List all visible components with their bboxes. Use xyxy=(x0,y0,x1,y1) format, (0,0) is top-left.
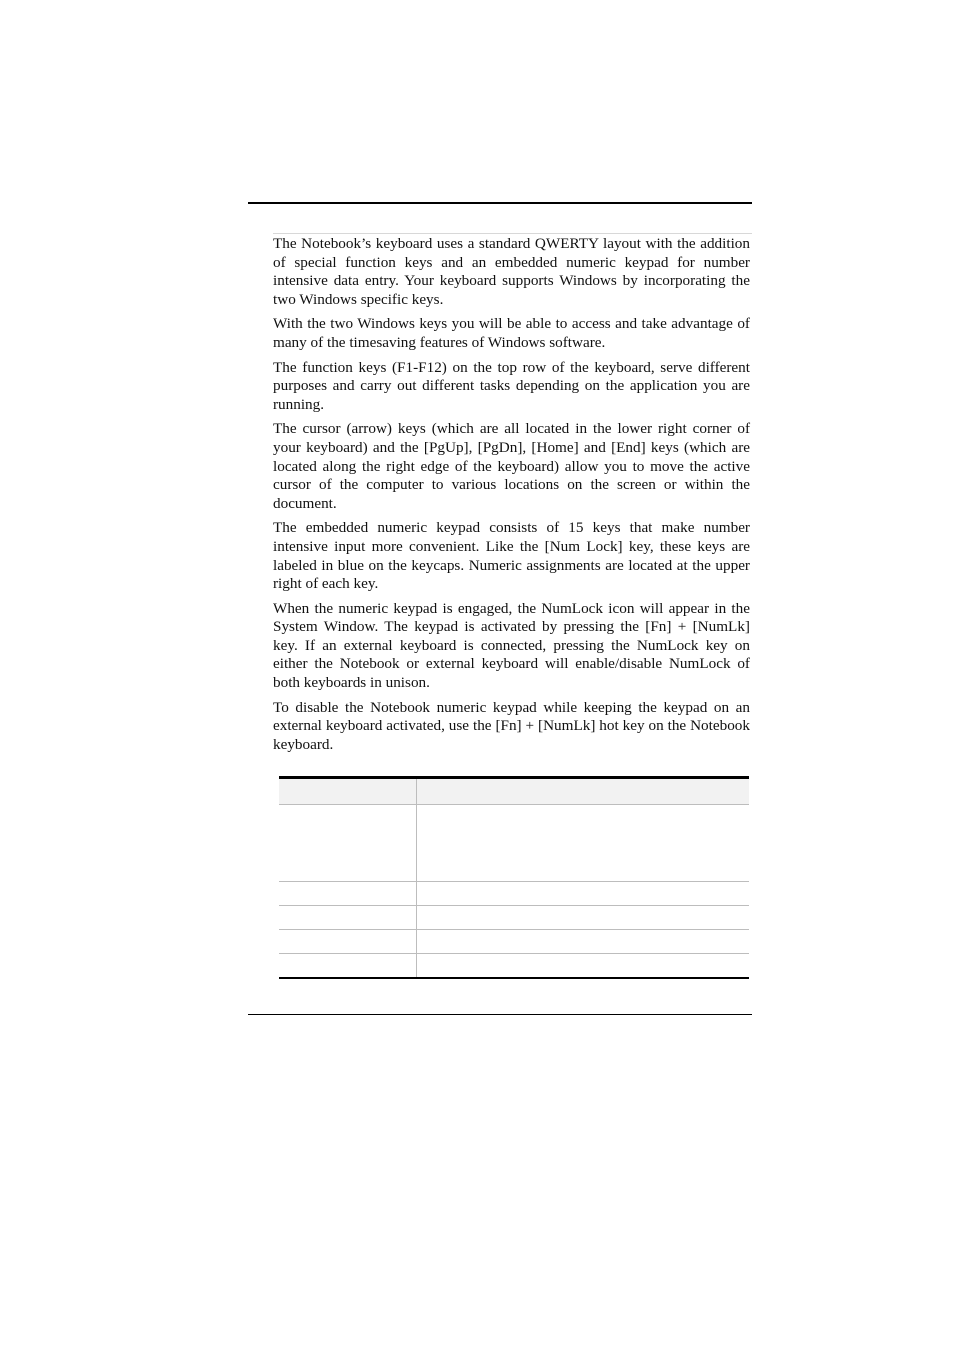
table-cell-key xyxy=(279,930,417,954)
table-cell-description xyxy=(417,882,750,906)
table-cell-description xyxy=(417,805,750,882)
section-divider xyxy=(273,233,752,234)
body-text xyxy=(273,235,750,760)
table-cell-description xyxy=(417,954,750,979)
paragraph-function-keys: The function keys (F1-F12) on the top row of the keyboard, serve different purposes and carry out different tasks depending on the application you are running. xyxy=(273,358,750,413)
table-cell-description xyxy=(417,778,750,805)
table-cell-description xyxy=(417,906,750,930)
table-row xyxy=(279,906,749,930)
hotkey-table xyxy=(279,776,749,979)
table-cell-description xyxy=(417,930,750,954)
footer-rule xyxy=(248,1014,752,1015)
paragraph-disable-keypad: To disable the Notebook numeric keypad while keeping the keypad on an external keyboard activated, use the [Fn] + [NumLk] hot key on the Notebook keyboard. xyxy=(273,698,750,753)
paragraph-windows-keys: With the two Windows keys you will be able to access and take advantage of many of the timesaving features of Windows software. xyxy=(273,315,750,351)
header-rule xyxy=(248,202,752,204)
table-header-row xyxy=(279,778,749,805)
table-cell-key xyxy=(279,778,417,805)
paragraph-cursor-keys: The cursor (arrow) keys (which are all located in the lower right corner of your keyboard) and the [PgUp], [PgDn], [Home] and [End] keys (which are located along the right edge of the keyboard) allow you to move the active cursor of the computer to various locations on the screen or within the document. xyxy=(273,420,750,512)
table-cell-key xyxy=(279,805,417,882)
table-cell-key xyxy=(279,954,417,979)
paragraph-numeric-keypad: The embedded numeric keypad consists of 15 keys that make number intensive input more convenient. Like the [Num Lock] key, these keys are labeled in blue on the keycaps. Numeric assignments are located at the upper right of each key. xyxy=(273,519,750,593)
paragraph-numlock: When the numeric keypad is engaged, the NumLock icon will appear in the System Window. The keypad is activated by pressing the [Fn] + [NumLk] key. If an external keyboard is connected, pressing the NumLock key on either the Notebook or external keyboard will enable/disable NumLock of both keyboards in unison. xyxy=(273,599,750,692)
table-cell-key xyxy=(279,906,417,930)
paragraph-keyboard-layout: The Notebook’s keyboard uses a standard QWERTY layout with the addition of special function keys and an embedded numeric keypad for number intensive data entry. Your keyboard supports Windows by incorporating the two Windows specific keys. xyxy=(273,235,750,308)
table-row xyxy=(279,930,749,954)
table-row xyxy=(279,805,749,882)
table-cell-key xyxy=(279,882,417,906)
table-row xyxy=(279,954,749,979)
table-row xyxy=(279,882,749,906)
